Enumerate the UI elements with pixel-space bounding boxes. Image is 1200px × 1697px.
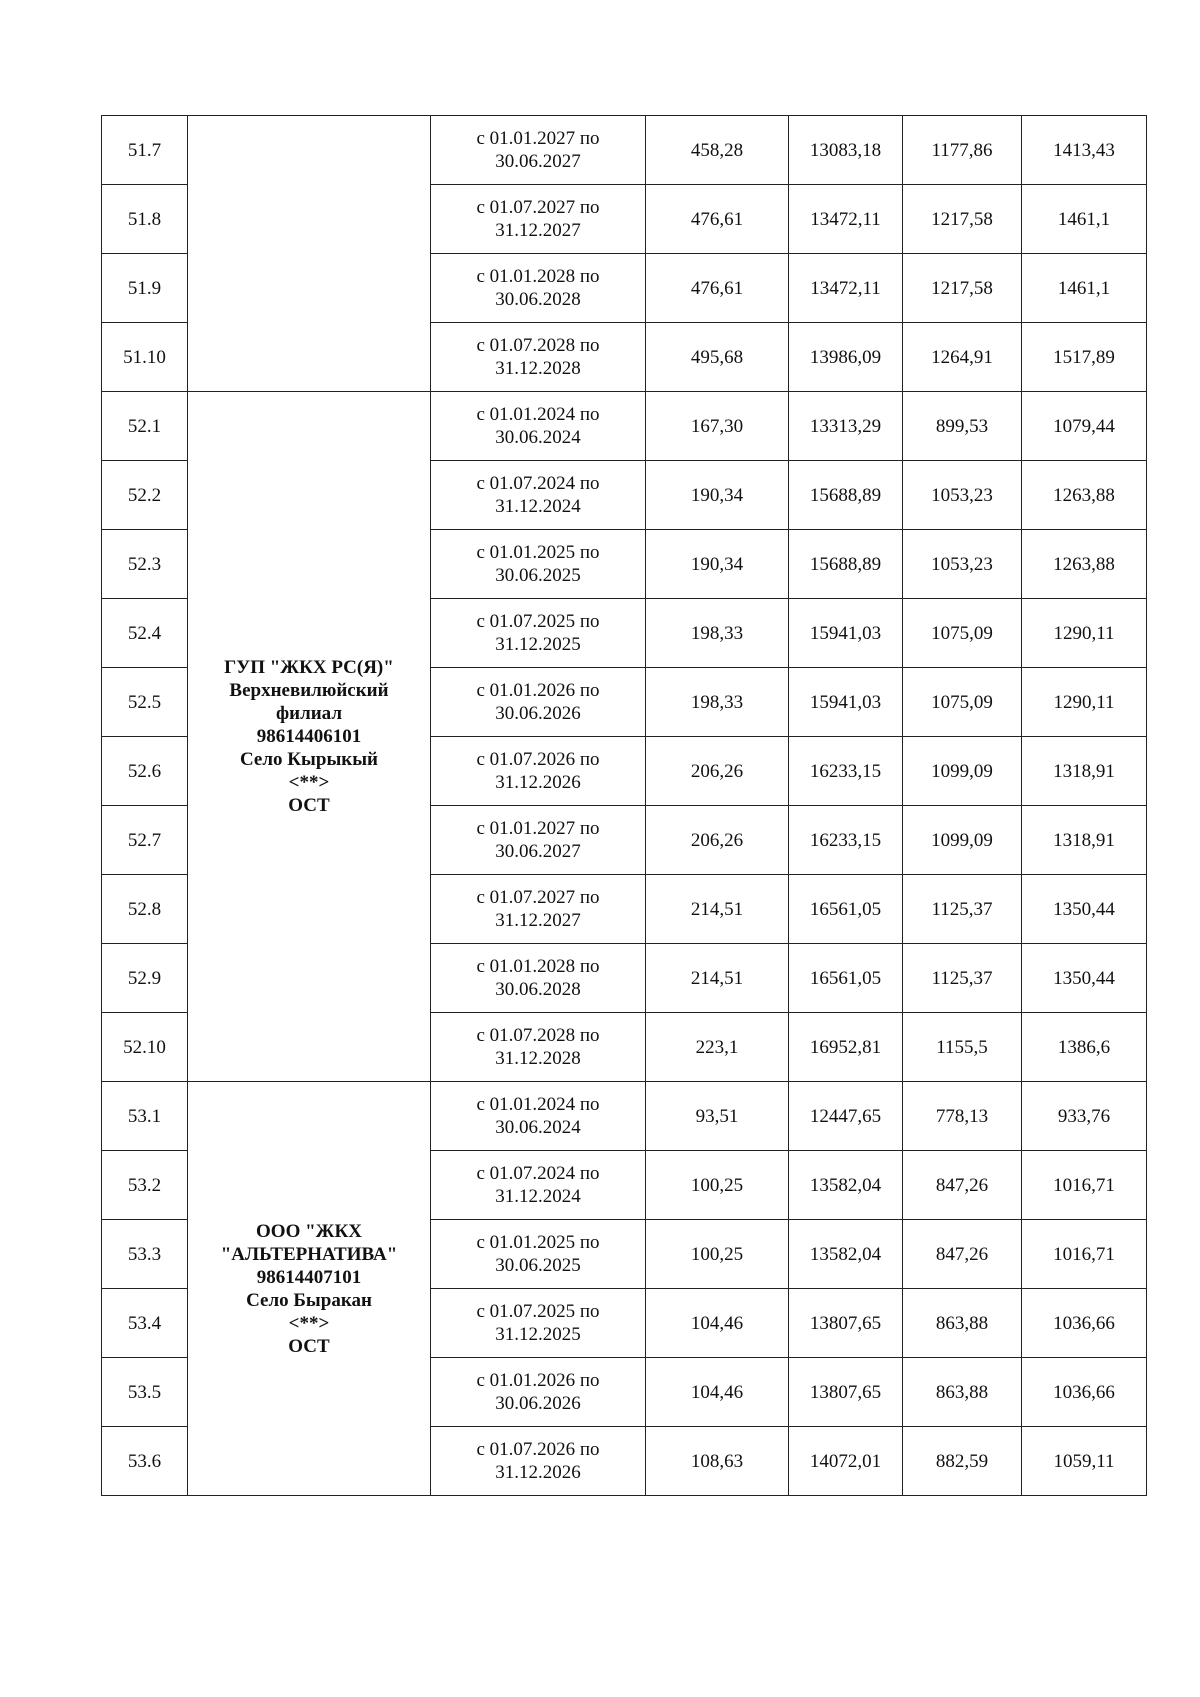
value-cell-v2: 13083,18 <box>789 116 903 185</box>
row-number-cell: 52.1 <box>102 392 188 461</box>
row-number-cell: 53.3 <box>102 1220 188 1289</box>
row-number-cell: 52.4 <box>102 599 188 668</box>
row-number-cell: 51.9 <box>102 254 188 323</box>
value-cell-v2: 12447,65 <box>789 1082 903 1151</box>
value-cell-v3: 1053,23 <box>903 461 1022 530</box>
value-cell-v1: 108,63 <box>646 1427 789 1496</box>
value-cell-v4: 1318,91 <box>1022 806 1147 875</box>
value-cell-v3: 1125,37 <box>903 875 1022 944</box>
value-cell-v2: 13807,65 <box>789 1358 903 1427</box>
period-start: с 01.07.2024 по <box>476 473 600 494</box>
row-number-cell: 52.6 <box>102 737 188 806</box>
tariff-table-body <box>102 116 1147 1496</box>
period-start: с 01.07.2026 по <box>476 749 600 770</box>
row-number-cell: 53.4 <box>102 1289 188 1358</box>
value-cell-v2: 15941,03 <box>789 599 903 668</box>
value-cell-v1: 198,33 <box>646 599 789 668</box>
value-cell-v1: 104,46 <box>646 1358 789 1427</box>
period-start: с 01.07.2028 по <box>476 1025 600 1046</box>
period-end: 30.06.2027 <box>495 151 581 172</box>
value-cell-v1: 167,30 <box>646 392 789 461</box>
table-row <box>102 392 1147 461</box>
table-row <box>102 116 1147 185</box>
value-cell-v3: 1075,09 <box>903 599 1022 668</box>
period-cell <box>431 737 646 806</box>
value-cell-v4: 1036,66 <box>1022 1289 1147 1358</box>
value-cell-v3: 863,88 <box>903 1358 1022 1427</box>
organization-line: ОСТ <box>288 795 330 816</box>
value-cell-v2: 15688,89 <box>789 461 903 530</box>
value-cell-v1: 223,1 <box>646 1013 789 1082</box>
period-end: 31.12.2028 <box>495 358 581 379</box>
value-cell-v3: 1217,58 <box>903 185 1022 254</box>
period-cell <box>431 392 646 461</box>
period-end: 30.06.2024 <box>495 427 581 448</box>
row-number-cell: 52.7 <box>102 806 188 875</box>
value-cell-v1: 476,61 <box>646 185 789 254</box>
period-end: 31.12.2024 <box>495 496 581 517</box>
value-cell-v2: 13986,09 <box>789 323 903 392</box>
period-start: с 01.01.2027 по <box>476 128 600 149</box>
period-end: 31.12.2024 <box>495 1186 581 1207</box>
row-number-cell: 52.2 <box>102 461 188 530</box>
period-start: с 01.01.2027 по <box>476 818 600 839</box>
value-cell-v2: 16233,15 <box>789 806 903 875</box>
organization-line: <**> <box>288 1312 330 1334</box>
organization-line: 98614407101 <box>256 1266 362 1288</box>
organization-line: <**> <box>288 772 330 793</box>
value-cell-v4: 1016,71 <box>1022 1151 1147 1220</box>
organization-line: 98614406101 <box>256 726 362 747</box>
value-cell-v4: 1461,1 <box>1022 185 1147 254</box>
value-cell-v4: 1318,91 <box>1022 737 1147 806</box>
period-cell <box>431 1427 646 1496</box>
period-start: с 01.07.2028 по <box>476 335 600 356</box>
row-number-cell: 52.10 <box>102 1013 188 1082</box>
period-start: с 01.01.2025 по <box>476 542 600 563</box>
organization-cell <box>188 392 431 1082</box>
value-cell-v4: 1263,88 <box>1022 530 1147 599</box>
value-cell-v4: 1290,11 <box>1022 668 1147 737</box>
value-cell-v1: 214,51 <box>646 875 789 944</box>
period-cell <box>431 1220 646 1289</box>
period-cell <box>431 599 646 668</box>
row-number-cell: 52.8 <box>102 875 188 944</box>
value-cell-v4: 1386,6 <box>1022 1013 1147 1082</box>
value-cell-v1: 100,25 <box>646 1220 789 1289</box>
row-number-cell: 53.5 <box>102 1358 188 1427</box>
period-start: с 01.01.2026 по <box>476 680 600 701</box>
value-cell-v1: 458,28 <box>646 116 789 185</box>
organization-line: филиал <box>275 703 343 724</box>
value-cell-v2: 16952,81 <box>789 1013 903 1082</box>
period-end: 30.06.2028 <box>495 979 581 1000</box>
value-cell-v3: 847,26 <box>903 1220 1022 1289</box>
period-cell <box>431 944 646 1013</box>
period-start: с 01.07.2027 по <box>476 197 600 218</box>
value-cell-v3: 1099,09 <box>903 737 1022 806</box>
value-cell-v3: 847,26 <box>903 1151 1022 1220</box>
value-cell-v4: 1263,88 <box>1022 461 1147 530</box>
value-cell-v3: 1177,86 <box>903 116 1022 185</box>
row-number-cell: 52.3 <box>102 530 188 599</box>
organization-line: Село Кырыкый <box>239 749 379 770</box>
value-cell-v3: 1155,5 <box>903 1013 1022 1082</box>
period-start: с 01.01.2025 по <box>476 1232 600 1253</box>
value-cell-v4: 1036,66 <box>1022 1358 1147 1427</box>
value-cell-v1: 93,51 <box>646 1082 789 1151</box>
value-cell-v4: 1059,11 <box>1022 1427 1147 1496</box>
value-cell-v3: 882,59 <box>903 1427 1022 1496</box>
row-number-cell: 51.7 <box>102 116 188 185</box>
period-cell <box>431 1358 646 1427</box>
value-cell-v2: 13472,11 <box>789 185 903 254</box>
value-cell-v2: 15688,89 <box>789 530 903 599</box>
value-cell-v1: 206,26 <box>646 806 789 875</box>
value-cell-v1: 190,34 <box>646 530 789 599</box>
row-number-cell: 53.1 <box>102 1082 188 1151</box>
organization-cell <box>188 1082 431 1496</box>
value-cell-v3: 778,13 <box>903 1082 1022 1151</box>
value-cell-v4: 1079,44 <box>1022 392 1147 461</box>
period-start: с 01.01.2024 по <box>476 1094 600 1115</box>
period-end: 31.12.2025 <box>495 634 581 655</box>
period-start: с 01.01.2026 по <box>476 1370 600 1391</box>
row-number-cell: 53.2 <box>102 1151 188 1220</box>
value-cell-v2: 15941,03 <box>789 668 903 737</box>
row-number-cell: 53.6 <box>102 1427 188 1496</box>
value-cell-v4: 1517,89 <box>1022 323 1147 392</box>
row-number-cell: 51.10 <box>102 323 188 392</box>
value-cell-v2: 16561,05 <box>789 875 903 944</box>
period-start: с 01.01.2024 по <box>476 404 600 425</box>
period-start: с 01.07.2025 по <box>476 611 600 632</box>
period-cell <box>431 116 646 185</box>
period-start: с 01.07.2025 по <box>476 1301 600 1322</box>
value-cell-v4: 1461,1 <box>1022 254 1147 323</box>
organization-line: ОСТ <box>288 1335 330 1357</box>
period-cell <box>431 254 646 323</box>
period-end: 30.06.2026 <box>495 703 581 724</box>
period-end: 30.06.2025 <box>495 1255 581 1276</box>
value-cell-v3: 1125,37 <box>903 944 1022 1013</box>
period-end: 30.06.2026 <box>495 1393 581 1414</box>
organization-line: ГУП "ЖКХ РС(Я)" <box>224 657 394 678</box>
row-number-cell: 52.5 <box>102 668 188 737</box>
value-cell-v2: 13582,04 <box>789 1151 903 1220</box>
organization-line: "АЛЬТЕРНАТИВА" <box>220 1243 398 1265</box>
organization-line: ООО "ЖКХ <box>256 1220 362 1242</box>
value-cell-v3: 1053,23 <box>903 530 1022 599</box>
period-end: 30.06.2028 <box>495 289 581 310</box>
table-row <box>102 1082 1147 1151</box>
value-cell-v4: 933,76 <box>1022 1082 1147 1151</box>
value-cell-v1: 190,34 <box>646 461 789 530</box>
period-start: с 01.07.2024 по <box>476 1163 600 1184</box>
organization-cell <box>188 116 431 392</box>
value-cell-v2: 16561,05 <box>789 944 903 1013</box>
value-cell-v4: 1016,71 <box>1022 1220 1147 1289</box>
period-end: 31.12.2027 <box>495 910 581 931</box>
value-cell-v1: 214,51 <box>646 944 789 1013</box>
row-number-cell: 52.9 <box>102 944 188 1013</box>
period-cell <box>431 1151 646 1220</box>
period-start: с 01.07.2026 по <box>476 1439 600 1460</box>
value-cell-v4: 1350,44 <box>1022 875 1147 944</box>
period-end: 31.12.2027 <box>495 220 581 241</box>
period-end: 30.06.2027 <box>495 841 581 862</box>
period-cell <box>431 1013 646 1082</box>
value-cell-v1: 476,61 <box>646 254 789 323</box>
value-cell-v2: 13472,11 <box>789 254 903 323</box>
value-cell-v1: 495,68 <box>646 323 789 392</box>
period-end: 31.12.2026 <box>495 772 581 793</box>
organization-line: Верхневилюйский <box>229 680 389 701</box>
value-cell-v1: 206,26 <box>646 737 789 806</box>
value-cell-v4: 1413,43 <box>1022 116 1147 185</box>
period-end: 31.12.2025 <box>495 1324 581 1345</box>
period-cell <box>431 461 646 530</box>
row-number-cell: 51.8 <box>102 185 188 254</box>
period-start: с 01.01.2028 по <box>476 956 600 977</box>
period-end: 31.12.2026 <box>495 1462 581 1483</box>
value-cell-v1: 104,46 <box>646 1289 789 1358</box>
value-cell-v3: 863,88 <box>903 1289 1022 1358</box>
period-start: с 01.01.2028 по <box>476 266 600 287</box>
period-end: 31.12.2028 <box>495 1048 581 1069</box>
value-cell-v3: 1217,58 <box>903 254 1022 323</box>
value-cell-v3: 1075,09 <box>903 668 1022 737</box>
value-cell-v4: 1290,11 <box>1022 599 1147 668</box>
organization-line: Село Быракан <box>246 1289 372 1311</box>
period-cell <box>431 185 646 254</box>
value-cell-v4: 1350,44 <box>1022 944 1147 1013</box>
tariff-table <box>101 115 1147 1496</box>
value-cell-v2: 13807,65 <box>789 1289 903 1358</box>
period-cell <box>431 530 646 599</box>
value-cell-v3: 1099,09 <box>903 806 1022 875</box>
period-cell <box>431 1289 646 1358</box>
period-cell <box>431 1082 646 1151</box>
value-cell-v2: 16233,15 <box>789 737 903 806</box>
period-end: 30.06.2024 <box>495 1117 581 1138</box>
value-cell-v1: 198,33 <box>646 668 789 737</box>
period-cell <box>431 806 646 875</box>
value-cell-v2: 14072,01 <box>789 1427 903 1496</box>
period-cell <box>431 668 646 737</box>
value-cell-v2: 13313,29 <box>789 392 903 461</box>
value-cell-v3: 899,53 <box>903 392 1022 461</box>
period-end: 30.06.2025 <box>495 565 581 586</box>
period-cell <box>431 875 646 944</box>
value-cell-v2: 13582,04 <box>789 1220 903 1289</box>
period-cell <box>431 323 646 392</box>
period-start: с 01.07.2027 по <box>476 887 600 908</box>
value-cell-v1: 100,25 <box>646 1151 789 1220</box>
value-cell-v3: 1264,91 <box>903 323 1022 392</box>
